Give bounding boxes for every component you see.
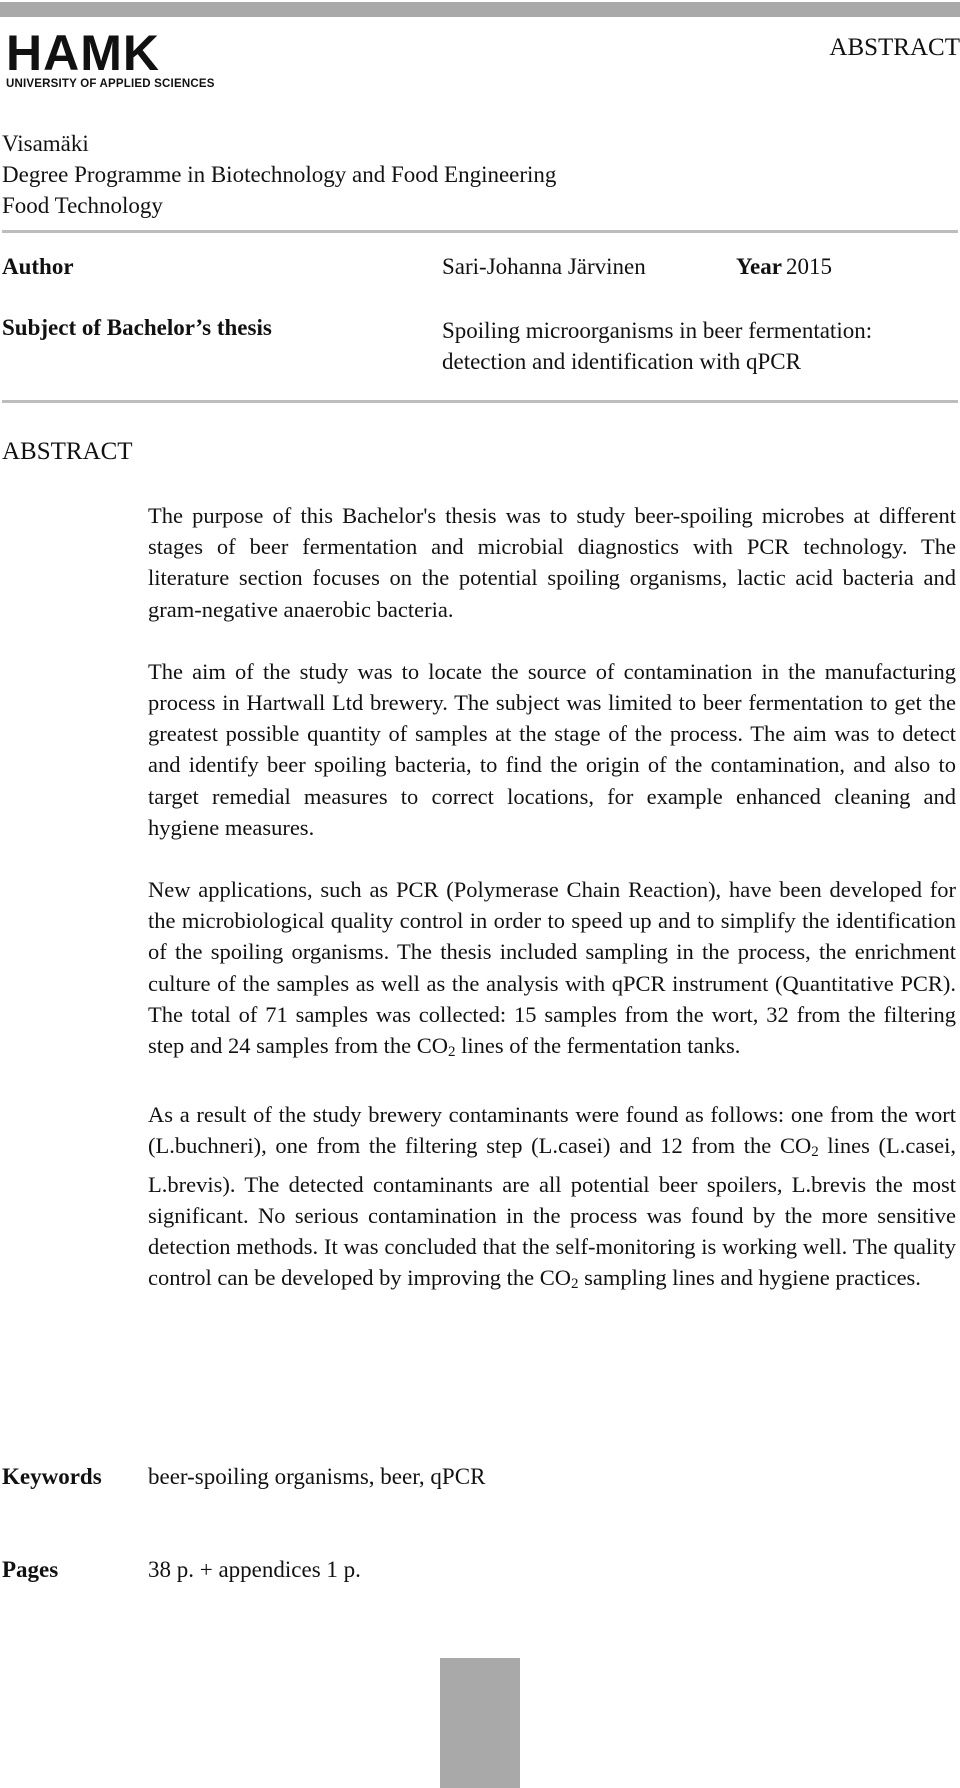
subject-label: Subject of Bachelor’s thesis: [2, 315, 272, 340]
year-label: Year: [736, 254, 782, 279]
divider-bottom: [2, 400, 958, 403]
pages-label: Pages: [2, 1557, 59, 1582]
abstract-paragraph-1: The purpose of this Bachelor's thesis was to study beer-spoiling microbes at different stages of beer fermentation and microbial diagnostics with PCR technology. The literature section focuses on the potential spoiling organisms, lactic acid bacteria and gram-negative anaerobic bacteria.: [148, 503, 956, 622]
keywords-label: Keywords: [2, 1464, 102, 1489]
hamk-logo: [6, 25, 246, 90]
pages-value: 38 p. + appendices 1 p.: [148, 1557, 361, 1582]
abstract-paragraph-4: As a result of the study brewery contaminants were found as follows: one from the wort (L.buchneri), one from the filtering step (L.casei) and 12 from the $CO_2$ lines (L.casei, L.brevis). The detected contaminants are all potential beer spoilers, L.brevis the most significant. No serious contamination in the process was found by the more sensitive detection methods. It was concluded that the self-monitoring is working well. The quality control can be developed by improving the $CO_2$ sampling lines and hygiene practices.: [148, 1102, 956, 1293]
subject-value: [442, 315, 872, 377]
year-value: 2015: [785, 254, 832, 279]
abstract-body: [148, 500, 956, 1331]
subject-line-1: Spoiling microorganisms in beer fermentation:: [442, 318, 873, 343]
year-field: [736, 254, 832, 280]
logo-wordmark: HAMK: [6, 25, 160, 81]
abstract-heading: ABSTRACT: [2, 438, 133, 465]
top-bar: [0, 2, 960, 17]
header-title: ABSTRACT: [829, 34, 960, 61]
department-block: [2, 128, 556, 221]
abstract-paragraph-3: New applications, such as PCR (Polymerase Chain Reaction), have been developed for the microbiological quality control in order to speed up and to simplify the identification of the spoiling organisms. The thesis included sampling in the process, the enrichment culture of the samples as well as the analysis with qPCR instrument (Quantitative PCR). The total of 71 samples was collected: 15 samples from the wort, 32 from the filtering step and 24 samples from the $CO_2$ lines of the fermentation tanks.: [148, 877, 956, 1061]
campus: Visamäki: [2, 131, 89, 156]
author-value: Sari-Johanna Järvinen: [442, 254, 646, 279]
footer-block: [440, 1658, 520, 1788]
abstract-paragraph-2: The aim of the study was to locate the source of contamination in the manufacturing process in Hartwall Ltd brewery. The subject was limited to beer fermentation to get the greatest possible quantity of samples at the stage of the process. The aim was to detect and identify beer spoiling bacteria, to find the origin of the contamination, and also to target remedial measures to correct locations, for example enhanced cleaning and hygiene measures.: [148, 658, 956, 840]
author-label: Author: [2, 254, 74, 279]
degree-programme: Degree Programme in Biotechnology and Food Engineering: [2, 162, 557, 187]
subject-line-2: detection and identification with qPCR: [442, 349, 801, 374]
keywords-value: beer-spoiling organisms, beer, qPCR: [148, 1464, 486, 1489]
divider-top: [2, 230, 958, 233]
logo-subtitle: UNIVERSITY OF APPLIED SCIENCES: [6, 78, 215, 90]
programme-option: Food Technology: [2, 193, 163, 218]
